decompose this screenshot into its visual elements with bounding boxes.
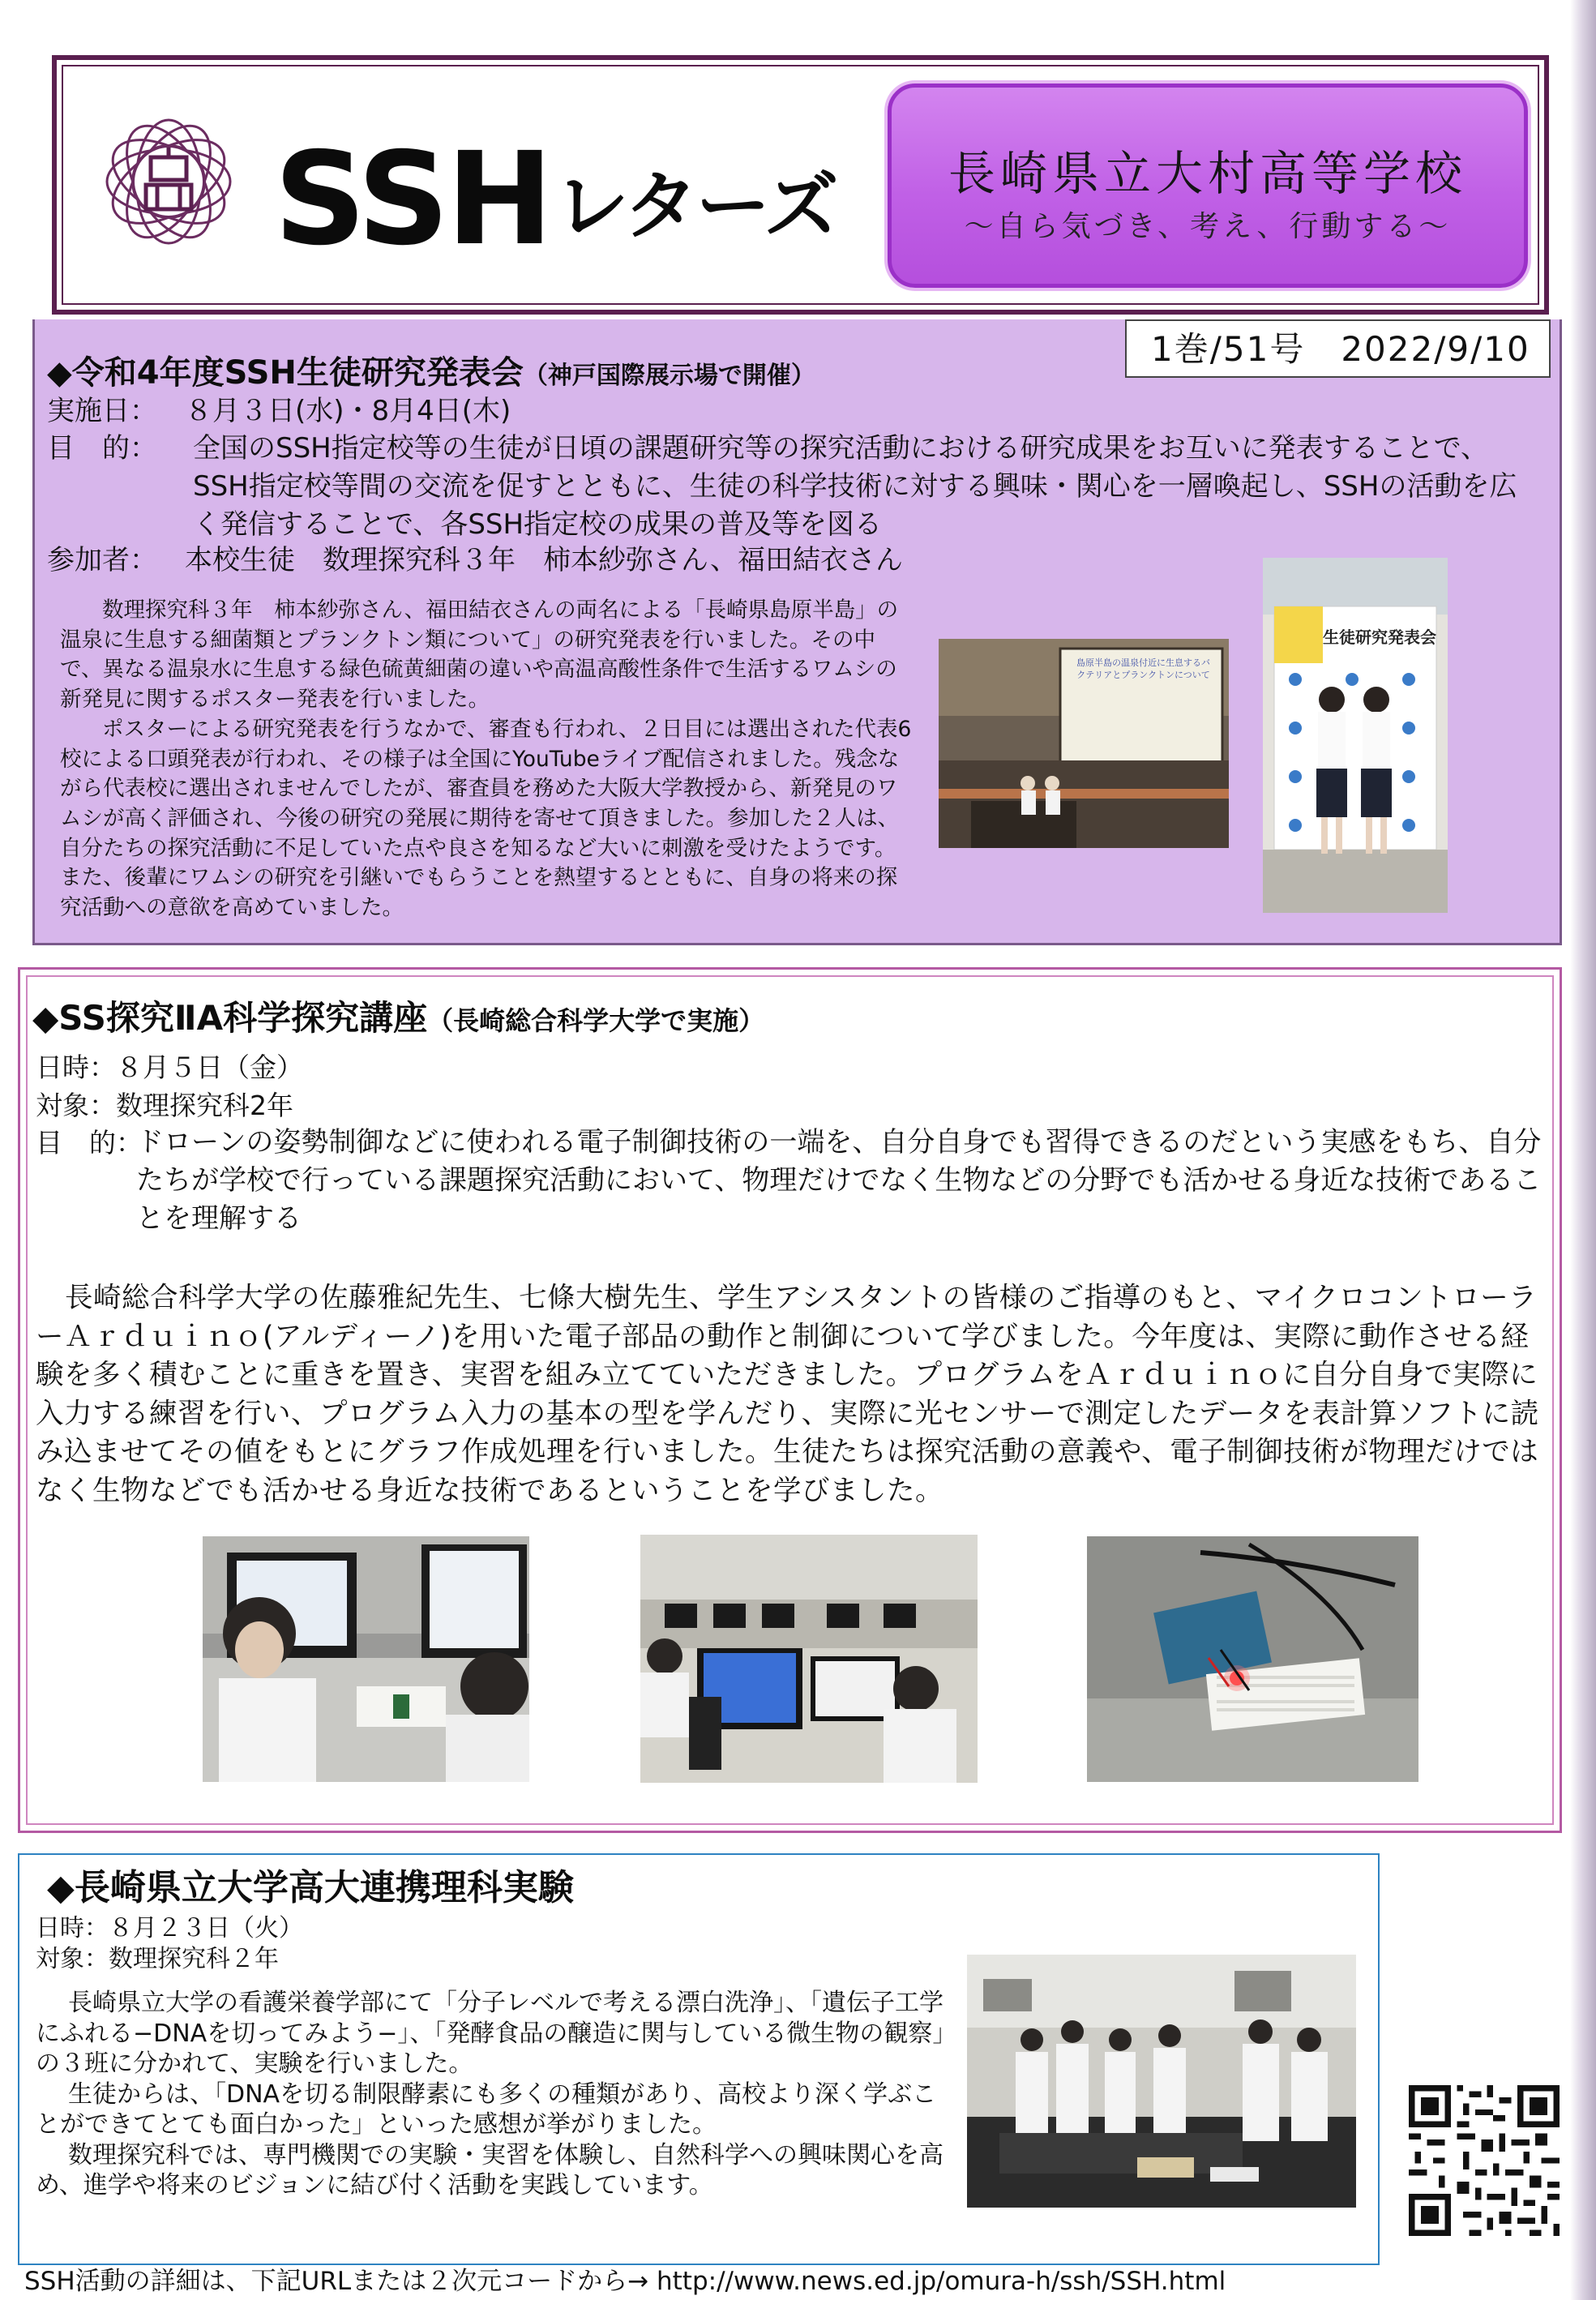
section1-participants-label: 参加者： (47, 544, 157, 576)
photo-screen-caption: 島原半島の温泉付近に生息するバクテリアとプランクトンについて (1076, 657, 1210, 680)
photo-banner-caption: 生徒研究発表会 (1323, 627, 1436, 647)
school-name-box (888, 84, 1528, 288)
photo-students-banner (1263, 558, 1448, 913)
section1-date-label: 実施日： (47, 395, 157, 427)
section1-participants-line (47, 542, 903, 580)
section2-title (32, 996, 764, 1043)
section1-participants-value: 本校生徒 数理探究科３年 柿本紗弥さん、福田結衣さん (185, 544, 904, 576)
photo-students-computer (203, 1536, 529, 1782)
section1-purpose-label: 目 的： (47, 432, 157, 465)
logo-ssh: SSH (274, 125, 550, 274)
section1-body-paragraph: 数理探究科３年 柿本紗弥さん、福田結衣さんの両名による「長崎県島原半島」の温泉に生息する細菌類とプランクトン類について」の研究発表を行いました。その中で、異なる温泉水に生息する緑色硫黄細菌の違いや高温高酸性条件で生活するワムシの新発見に関するポスター発表を行いました。 (60, 597, 899, 713)
footer-url-line: SSH活動の詳細は、下記URLまたは２次元コードから→ http://www.news.ed.jp/omura-h/ssh/SSH.html (24, 2267, 1226, 2296)
photo-arduino-board (1087, 1536, 1418, 1782)
photo-lab-experiment (967, 1955, 1356, 2208)
photo-presentation-hall (939, 639, 1229, 848)
section3-body-paragraph: 数理探究科では、専門機関での実験・実習を体験し、自然科学への興味関心を高め、進学や将来のビジョンに結び付く活動を実践しています。 (36, 2140, 943, 2199)
section2-purpose-label: 目 的： (36, 1127, 143, 1159)
section2-target-line: 対象：数理探究科2年 (36, 1090, 293, 1121)
section1-title-main: ◆令和4年度SSH生徒研究発表会 (47, 354, 524, 392)
issue-number: 1巻/51号 2022/9/10 (1151, 329, 1530, 369)
qr-code-icon[interactable] (1409, 2085, 1560, 2236)
section3-title: ◆長崎県立大学高大連携理科実験 (47, 1867, 574, 1908)
section1-body-paragraph: ポスターによる研究発表を行うなかで、審査も行われ、２日目には選出された代表6校による口頭発表が行われ、その様子は全国にYouTubeライブ配信されました。残念ながら代表校に選出されませんでしたが、審査員を務めた大阪大学教授から、新発見のワムシが高く評価され、今後の研究の発展に期待を寄せて頂きました。参加した２人は、自分たちの探究活動に不足していた点や良さを知るなど大いに刺激を受けたようです。また、後輩にワムシの研究を引継いでもらうことを熱望するとともに、自身の将来の探究活動への意欲を高めていました。 (60, 716, 912, 921)
photo-computer-lab (640, 1535, 978, 1783)
section2-purpose-text: ドローンの姿勢制御などに使われる電子制御技術の一端を、自分自身でも習得できるのだという実感をもち、自分たちが学校で行っている課題探究活動において、物理だけでなく生物などの分野でも活かせる身近な技術であることを理解する (136, 1126, 1542, 1235)
section1-date-line (47, 392, 511, 430)
section2-date-line: 日時：８月５日（金） (36, 1051, 303, 1083)
section1-purpose-text: 全国のSSH指定校等の生徒が日頃の課題研究等の探究活動における研究成果をお互いに発表することで、SSH指定校等間の交流を促すとともに、生徒の科学技術に対する興味・関心を一層喚起し、SSHの活動を広く発信することで、各SSH指定校の成果の普及等を図る (193, 432, 1517, 541)
section3-date-line: 日時：８月２３日（火） (36, 1914, 303, 1942)
page-edge-shadow (1570, 0, 1596, 2300)
section1-title-sub: （神戸国際展示場で開催） (523, 362, 815, 390)
section3-body-paragraph: 生徒からは、「DNAを切る制限酵素にも多くの種類があり、高校より深く学ぶことができてとても面白かった」といった感想が挙がりました。 (36, 2079, 937, 2139)
section2-title-main: ◆SS探究ⅡA科学探究講座 (32, 998, 428, 1038)
section2-title-sub: （長崎総合科学大学で実施） (427, 1005, 765, 1036)
section3-body (36, 1988, 960, 2201)
logo-letters: レターズ (554, 163, 837, 250)
school-name: 長崎県立大村高等学校 (948, 146, 1467, 201)
section1-title (47, 352, 815, 397)
section3-target-line: 対象：数理探究科２年 (36, 1945, 279, 1973)
section2-body: 長崎総合科学大学の佐藤雅紀先生、七條大樹先生、学生アシスタントの皆様のご指導のもと、マイクロコントローラーＡｒｄｕｉｎｏ(アルディーノ)を用いた電子部品の動作と制御について学びました。今年度は、実際に動作させる経験を多く積むことに重きを置き、実習を組み立てていただきました。プログラムをＡｒｄｕｉｎｏに自分自身で実際に入力する練習を行い、プログラム入力の基本の型を学んだり、実際に光センサーで測定したデータを表計算ソフトに読み込ませてその値をもとにグラフ作成処理を行いました。生徒たちは探究活動の意義や、電子制御技術が物理だけではなく生物などでも活かせる身近な技術であるということを学びました。 (36, 1282, 1539, 1507)
school-emblem-icon (104, 115, 233, 249)
section1-date-value: ８月３日(水)・8月4日(木) (185, 395, 511, 427)
section1-body (60, 596, 916, 923)
school-motto: 〜自ら気づき、考え、行動する〜 (964, 210, 1452, 243)
section3-body-paragraph: 長崎県立大学の看護栄養学部にて「分子レベルで考える漂白洗浄」、「遺伝子工学にふれる−DNAを切ってみよう−」、「発酵食品の醸造に関与している微生物の観察」の３班に分かれて、実験を行いました。 (36, 1989, 957, 2078)
